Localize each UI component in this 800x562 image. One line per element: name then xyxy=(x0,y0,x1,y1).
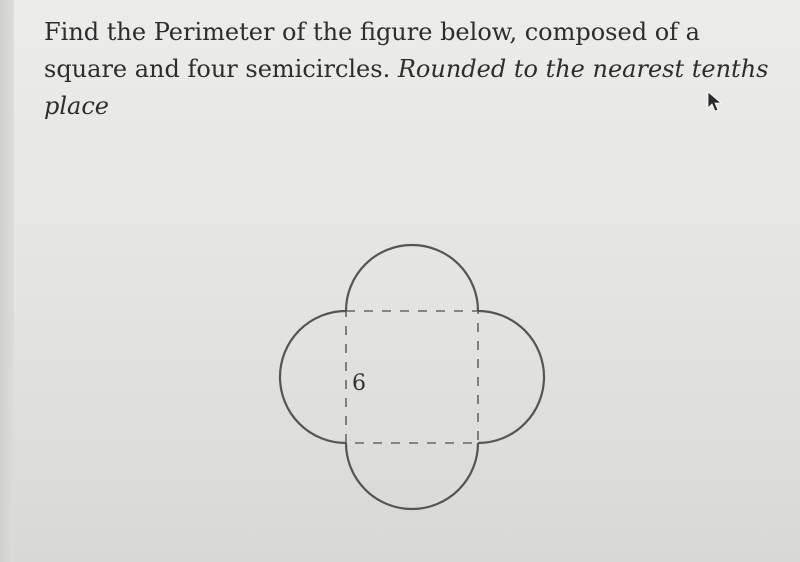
question-prompt: Find the Perimeter of the figure below, composed of a square and four semicircles. xyxy=(44,18,700,83)
semicircle-top xyxy=(346,245,478,311)
semicircle-right xyxy=(478,311,544,443)
side-length-label: 6 xyxy=(352,371,366,396)
semicircle-bottom xyxy=(346,443,478,509)
semicircle-left xyxy=(280,311,346,443)
question-instruction: Rounded to the nearest tenths place xyxy=(44,55,769,120)
mouse-pointer-icon xyxy=(706,90,724,112)
